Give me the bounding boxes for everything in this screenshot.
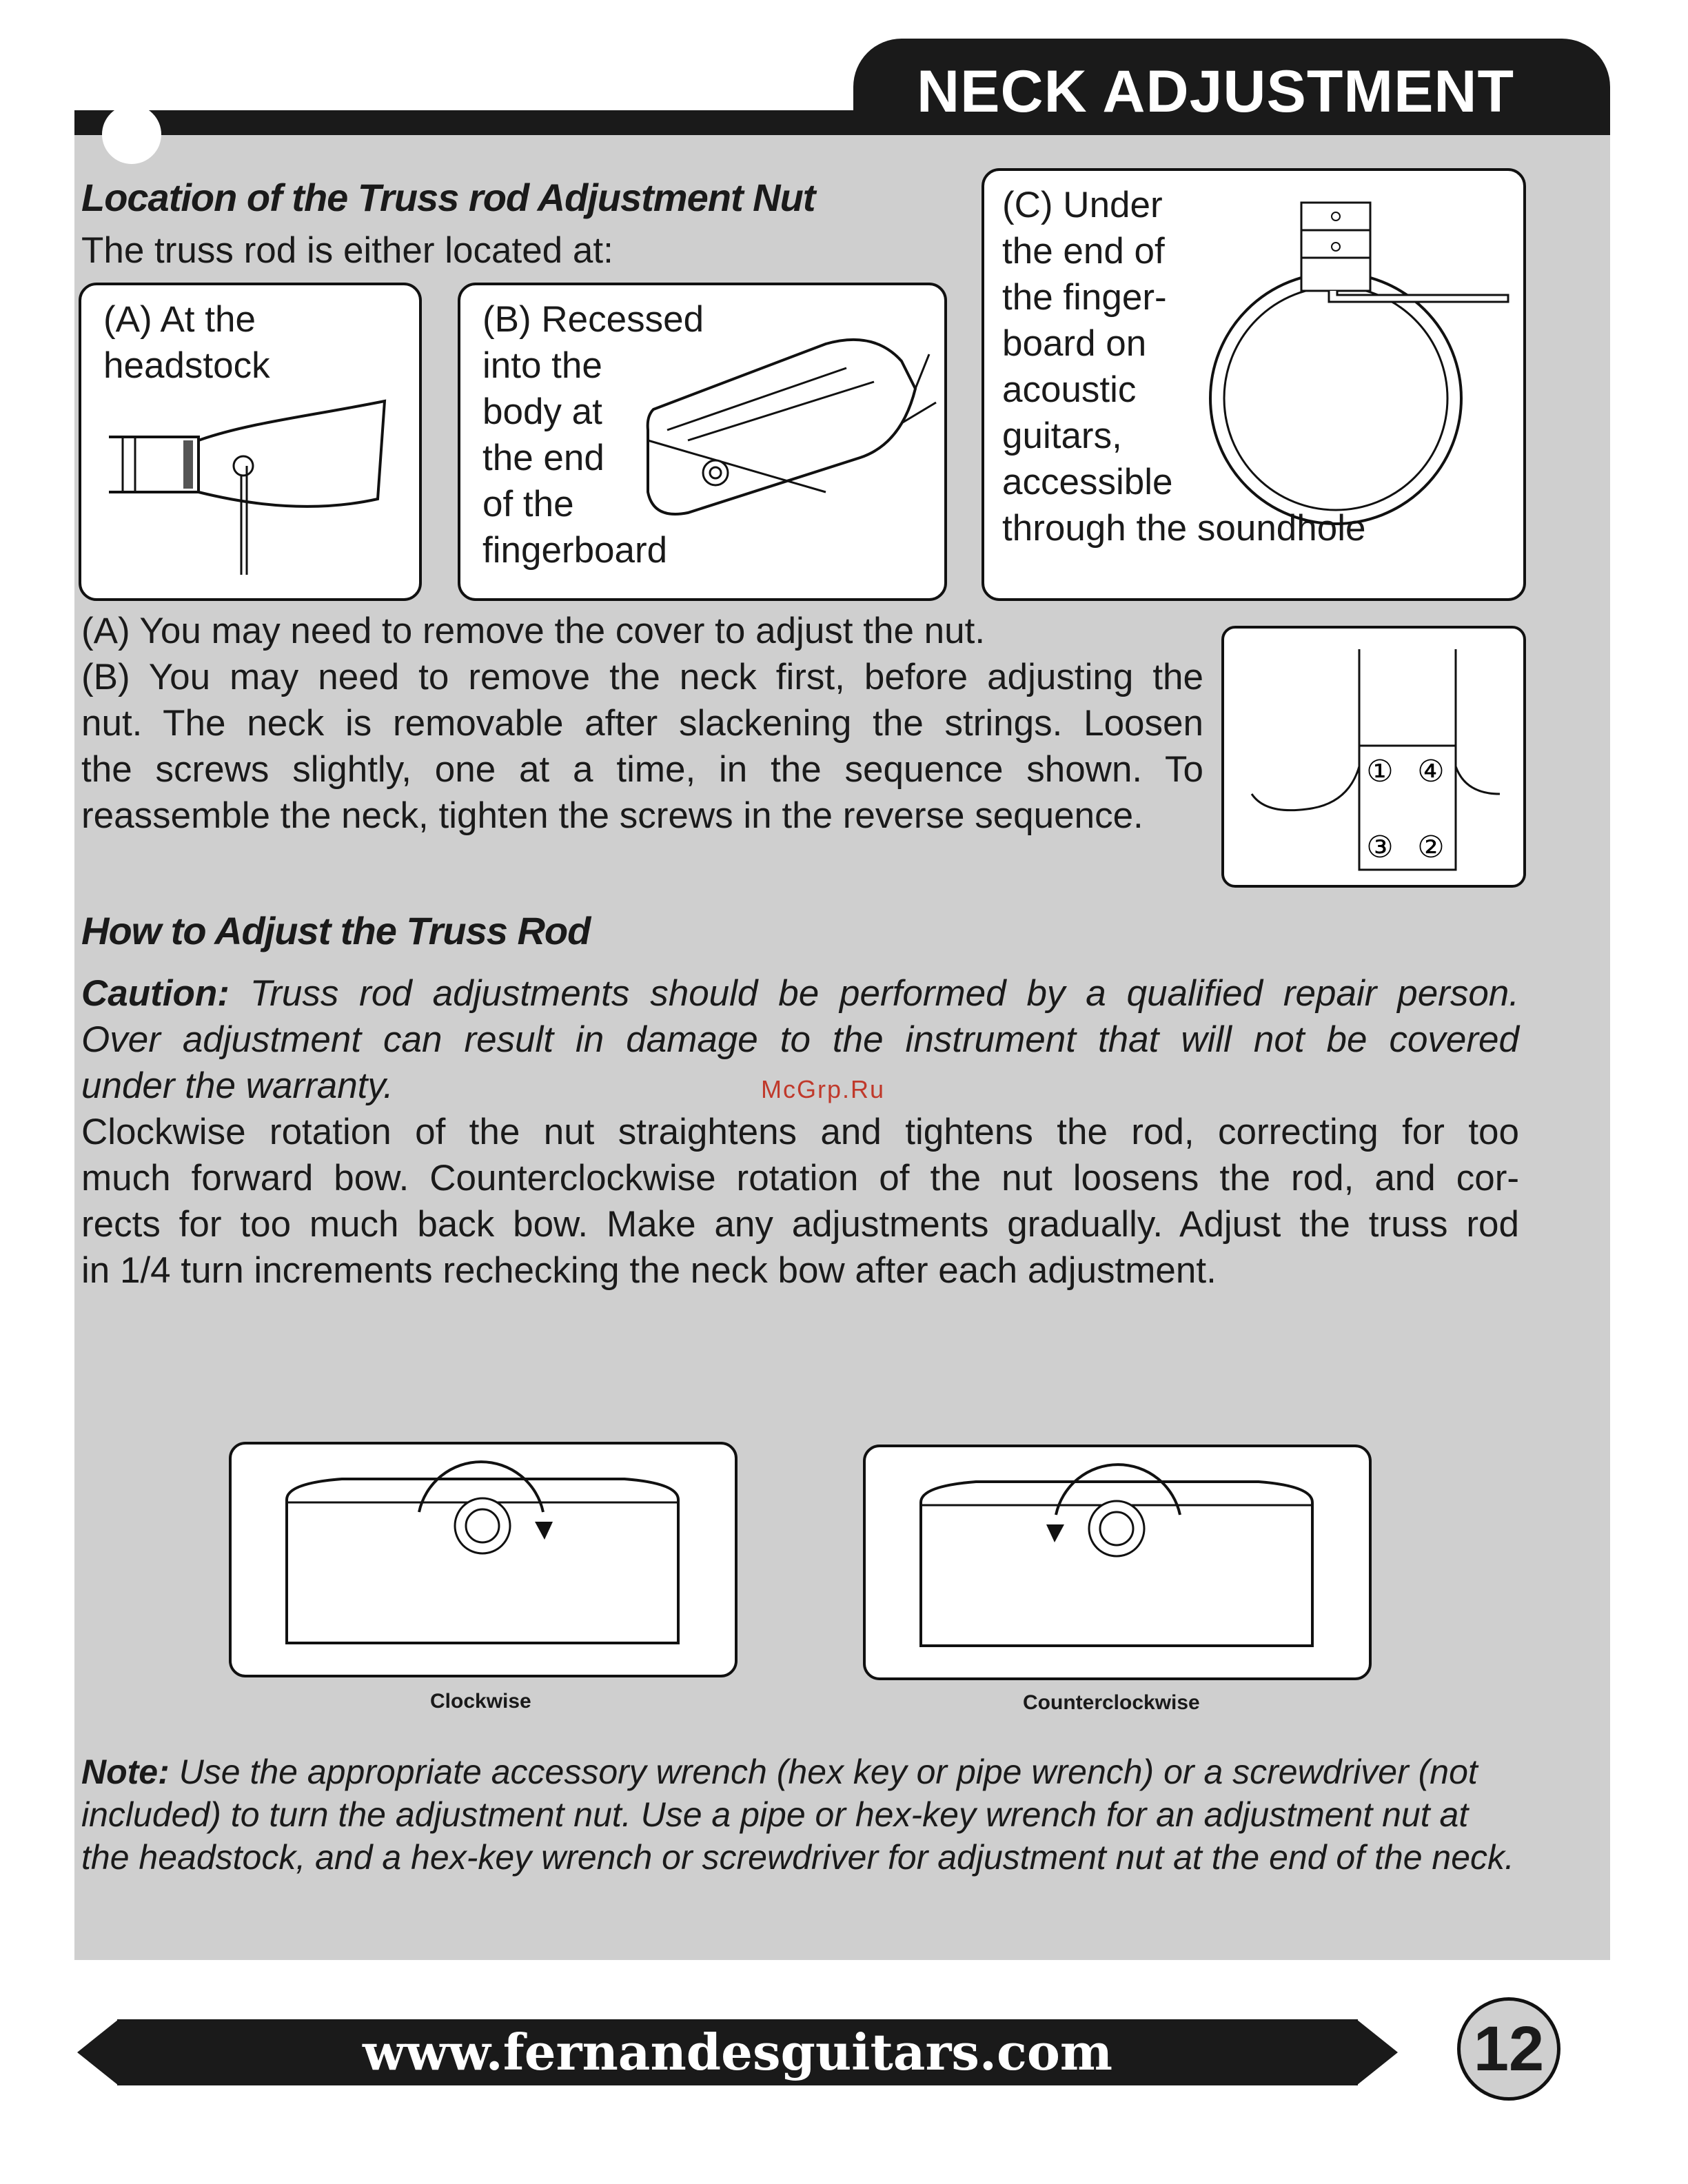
note-label: Note:	[81, 1753, 170, 1791]
soundhole-illustration	[984, 171, 1529, 604]
location-intro: The truss rod is either located at:	[81, 230, 613, 271]
note-paragraph	[81, 1751, 1519, 1879]
clockwise-figure	[229, 1442, 738, 1677]
clockwise-caption: Clockwise	[430, 1690, 531, 1713]
adjust-body-line: rects for too much back bow. Make any adjustments gradually. Adjust the truss rod	[81, 1204, 1519, 1245]
notes-ab-line: the screws slightly, one at a time, in the sequence shown. To	[81, 749, 1203, 790]
caution-text: Truss rod adjustments should be performed by a qualified repair person.	[229, 973, 1519, 1014]
notes-ab-line: (B) You may need to remove the neck first, before adjusting the	[81, 657, 1203, 697]
caution-label: Caution:	[81, 973, 230, 1014]
counterclockwise-figure	[863, 1445, 1372, 1680]
neck-joint-illustration	[1224, 629, 1529, 890]
box-c-line: the finger-	[1002, 277, 1167, 318]
box-c-line: board on	[1002, 323, 1147, 364]
screw-sequence-box	[1221, 626, 1526, 888]
box-c-line: accessible	[1002, 462, 1173, 502]
caution-text: Over adjustment can result in damage to the instrument that will not be covered	[81, 1019, 1519, 1060]
adjust-heading: How to Adjust the Truss Rod	[81, 909, 591, 952]
counterclockwise-caption: Counterclockwise	[1023, 1691, 1200, 1714]
body-illustration	[460, 285, 950, 604]
screw-2-label: ②	[1417, 830, 1445, 865]
box-c-line: the end of	[1002, 231, 1165, 272]
headstock-illustration	[81, 285, 425, 604]
caution-text: under the warranty.	[81, 1065, 394, 1106]
box-c-line: through the soundhole	[1002, 508, 1366, 549]
box-c-line: (C) Under	[1002, 185, 1163, 225]
watermark: McGrp.Ru	[761, 1075, 886, 1103]
box-a-headstock	[79, 283, 422, 601]
note-text: Use the appropriate accessory wrench (hex key or pipe wrench) or a screwdriver (not included) to turn the adjustment nut. Use a pipe or hex-key wrench for an adjustment nut at the headstock, and a hex-key wrench or screwdriver for adjustment nut at the end of the neck.	[81, 1753, 1514, 1877]
screw-4-label: ④	[1417, 754, 1445, 789]
box-c-line: guitars,	[1002, 416, 1122, 456]
adjust-body-line: much forward bow. Counterclockwise rotation of the nut loosens the rod, and cor-	[81, 1158, 1519, 1198]
notes-ab-line: reassemble the neck, tighten the screws in the reverse sequence.	[81, 795, 1143, 836]
notes-ab-line: (A) You may need to remove the cover to adjust the nut.	[81, 611, 986, 651]
box-a-label: (A) At the headstock	[103, 299, 270, 386]
box-b-label: (B) Recessed into the body at the end of the fingerboard	[482, 299, 704, 571]
screw-1-label: ①	[1366, 754, 1394, 789]
screw-3-label: ③	[1366, 830, 1394, 865]
page-title: NECK ADJUSTMENT	[917, 59, 1515, 125]
adjust-body-line: Clockwise rotation of the nut straightens and tightens the rod, correcting for too	[81, 1112, 1519, 1152]
location-heading: Location of the Truss rod Adjustment Nut	[81, 176, 815, 219]
footer-arrow-left	[77, 2019, 119, 2085]
adjust-body-line: in 1/4 turn increments rechecking the neck bow after each adjustment.	[81, 1250, 1217, 1291]
box-c-soundhole	[982, 168, 1526, 601]
binder-hole	[102, 105, 161, 164]
notes-ab-line: nut. The neck is removable after slackening the strings. Loosen	[81, 703, 1203, 744]
page-number: 12	[1457, 1997, 1560, 2101]
website-url: www.fernandesguitars.com	[362, 2023, 1113, 2081]
box-b-body	[458, 283, 947, 601]
box-c-line: acoustic	[1002, 369, 1137, 410]
clockwise-illustration	[232, 1445, 740, 1680]
footer-arrow-right	[1356, 2019, 1398, 2085]
counterclockwise-illustration	[866, 1447, 1374, 1683]
